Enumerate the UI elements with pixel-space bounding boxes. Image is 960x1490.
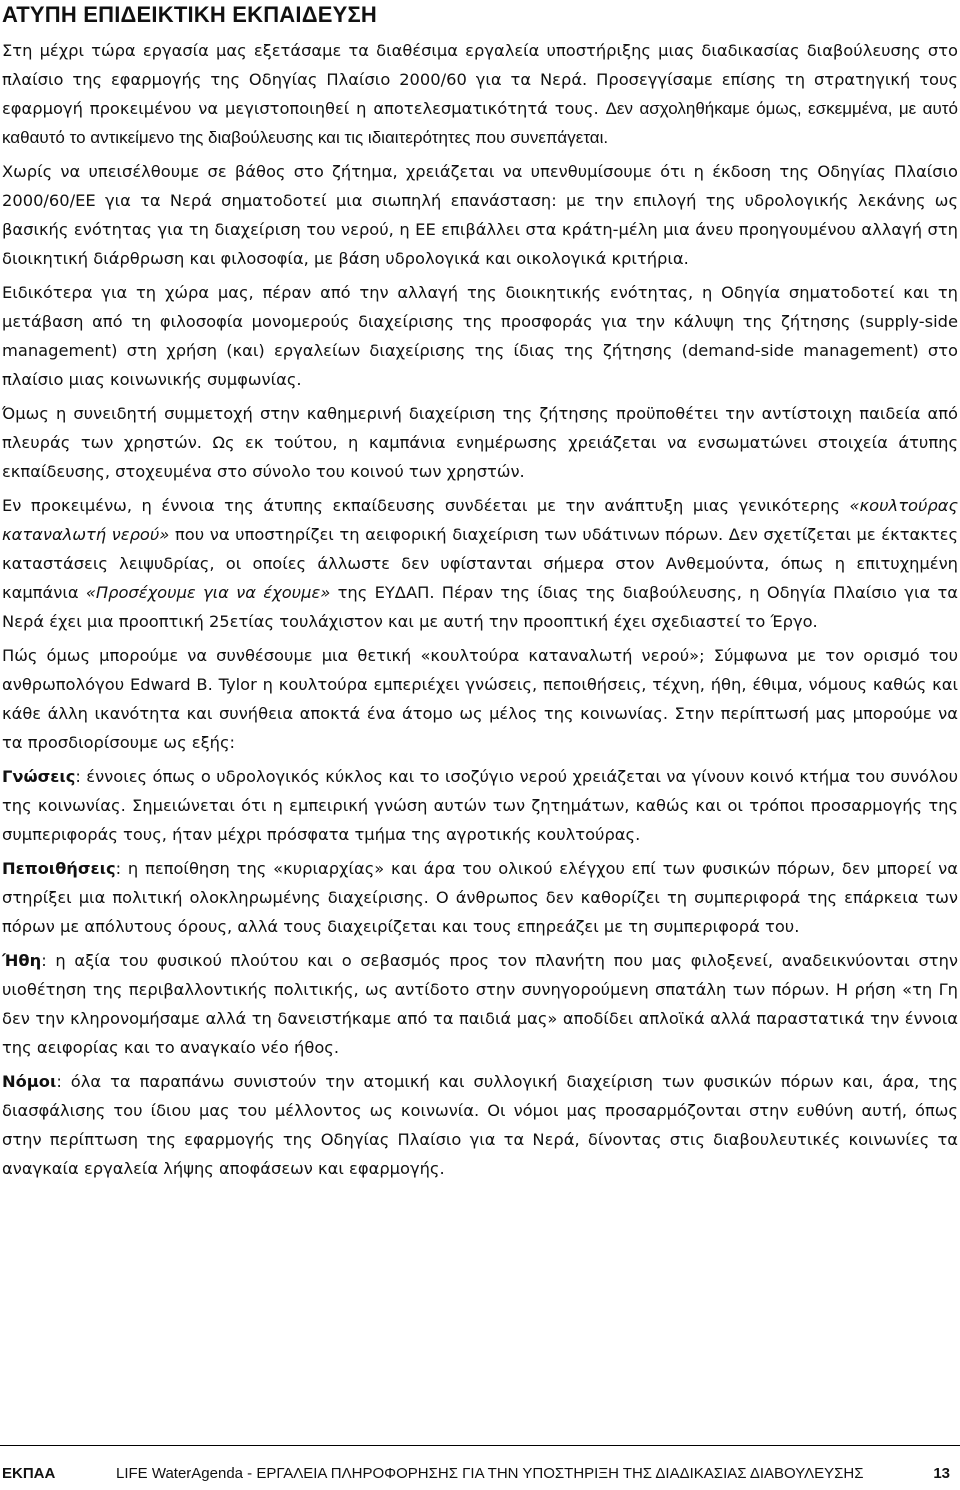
term-morals: Ήθη [2, 951, 42, 970]
footer-project-title: LIFE WaterAgenda - ΕΡΓΑΛΕΙΑ ΠΛΗΡΟΦΟΡΗΣΗΣ ΓΙΑ ΤΗΝ ΥΠΟΣΤΗΡΙΞΗ ΤΗΣ ΔΙΑΔΙΚΑΣΙΑΣ ΔΙΑΒΟΥΛΕΥΣΗΣ [116, 1465, 864, 1482]
paragraph-informal-education-a: Εν προκειμένω, η έννοια της άτυπης εκπαίδευσης συνδέεται με την ανάπτυξη μιας γενικότερης [2, 496, 850, 515]
term-laws-text: : όλα τα παραπάνω συνιστούν την ατομική και συλλογική διαχείριση των φυσικών πόρων και, άρα, της διασφάλισης του ίδιου μας του μέλλοντος ως κοινωνία. Οι νόμοι μας προσαρμόζονται στην ευθύνη αυτή, όπως στην περίπτωση της εφαρμογής της Οδηγίας Πλαίσιο για τα Νερά, δίνοντας στις διαβουλευτικές κοινωνίες τα αναγκαία εργαλεία λήψης αποφάσεων και εφαρμογής. [2, 1072, 958, 1178]
paragraph-intro-note: Δεν ασχοληθήκαμε όμως, εσκεμμένα, με αυτό καθαυτό το αντικείμενο της διαβούλευσης και τις ιδιαιτερότητες που συνεπάγεται. [2, 99, 958, 147]
paragraph-beliefs [2, 854, 958, 941]
paragraph-informal-education-b: που να υποστηρίζει τη αειφορική διαχείριση των υδάτινων πόρων. Δεν σχετίζεται με έκτακτες καταστάσεις λειψυδρίας, οι οποίες άλλωστε δεν υφίστανται σήμερα στον Ανθεμούντα, όπως η επιτυχημένη καμπάνια [2, 525, 958, 602]
paragraph-culture-definition: Πώς όμως μπορούμε να συνθέσουμε μια θετική «κουλτούρα καταναλωτή νερού»; Σύμφωνα με τον ορισμό του ανθρωπολόγου Edward B. Tylor η κουλτούρα εμπεριέχει γνώσεις, πεποιθήσεις, τέχνη, ήθη, έθιμα, νόμους καθώς και κάθε άλλη ικανότητα και συνήθεια αποκτά ένα άτομο ως μέλος της κοινωνίας. Στην περίπτωσή μας μπορούμε να τα προσδιορίσουμε ως εξής: [2, 646, 958, 752]
term-laws: Νόμοι [2, 1072, 57, 1091]
paragraph-informal-education-c: της ΕΥΔΑΠ. Πέραν της ίδιας της διαβούλευσης, η Οδηγία Πλαίσιο για τα Νερά έχει μια προοπτική 25ετίας τουλάχιστον και με αυτή την προοπτική έχει σχεδιαστεί το Έργο. [2, 583, 959, 631]
quote-water-consumer-culture: «κουλτούρας καταναλωτή νερού» [2, 496, 958, 544]
page-number: 13 [933, 1465, 950, 1482]
paragraph-intro [2, 36, 958, 152]
paragraph-directive: Χωρίς να υπεισέλθουμε σε βάθος στο ζήτημα, χρειάζεται να υπενθυμίσουμε ότι η έκδοση της Οδηγίας Πλαίσιο 2000/60/ΕΕ για τα Νερά σηματοδοτεί μια σιωπηλή επανάσταση: με την επιλογή της υδρολογικής λεκάνης ως βασικής ενότητας για τη διαχείριση του νερού, η ΕΕ επιβάλλει στα κράτη-μέλη μια άνευ προηγουμένου αλλαγή στη διοικητική διάρθρωση και φιλοσοφία, με βάση υδρολογικά και οικολογικά κριτήρια. [2, 162, 958, 268]
term-beliefs: Πεποιθήσεις [2, 859, 116, 878]
term-beliefs-text: : η πεποίθηση της «κυριαρχίας» και άρα του ολικού ελέγχου επί των φυσικών πόρων, δεν μπορεί να στηρίξει μια πολιτική ολοκληρωμένης διαχείρισης. Ο άνθρωπος δεν καθορίζει τη συμπεριφορά της επάρκεια των πόρων με απόλυτους όρους, αλλά τους διαχειρίζεται και τους επηρεάζει με τη συμπεριφορά του. [2, 859, 958, 936]
paragraph-informal-education [2, 491, 958, 636]
page-footer [2, 1465, 950, 1482]
document-body [2, 36, 958, 1188]
page-title: ΑΤΥΠΗ ΕΠΙΔΕΙΚΤΙΚΗ ΕΚΠΑΙΔΕΥΣΗ [2, 2, 377, 27]
paragraph-participation: Όμως η συνειδητή συμμετοχή στην καθημερινή διαχείριση της ζήτησης προϋποθέτει την αντίστοιχη παιδεία από πλευράς των χρηστών. Ως εκ τούτου, η καμπάνια ενημέρωσης χρειάζεται να ενσωματώνει στοιχεία άτυπης εκπαίδευσης, στοχευμένα στο σύνολο του κοινού των χρηστών. [2, 404, 958, 481]
paragraph-laws [2, 1067, 958, 1183]
paragraph-intro-text: Στη μέχρι τώρα εργασία μας εξετάσαμε τα διαθέσιμα εργαλεία υποστήριξης μιας διαδικασίας διαβούλευσης στο πλαίσιο της εφαρμογής της Οδηγίας Πλαίσιο 2000/60 για τα Νερά. Προσεγγίσαμε επίσης τη στρατηγική τους εφαρμογή προκειμένου να μεγιστοποιηθεί η αποτελεσματικότητά τους. [2, 41, 958, 118]
paragraph-morals [2, 946, 958, 1062]
term-knowledge: Γνώσεις [2, 767, 76, 786]
term-knowledge-text: : έννοιες όπως ο υδρολογικός κύκλος και το ισοζύγιο νερού χρειάζεται να γίνουν κοινό κτήμα του συνόλου της κοινωνίας. Σημειώνεται ότι η εμπειρική γνώση αυτών των ζητημάτων, καθώς και οι τρόποι προσαρμογής της συμπεριφοράς τους, ήταν μέχρι πρόσφατα τμήμα της αγροτικής κουλτούρας. [2, 767, 958, 844]
footer-divider [0, 1445, 960, 1446]
paragraph-knowledge [2, 762, 958, 849]
term-morals-text: : η αξία του φυσικού πλούτου και ο σεβασμός προς τον πλανήτη που μας φιλοξενεί, αναδεικνύονται στην υιοθέτηση της περιβαλλοντικής πολιτικής, ως αντίδοτο στην συνηγορούμενη σπατάλη των πόρων. Η ρήση «τη Γη δεν την κληρονομήσαμε αλλά τη δανειστήκαμε από τα παιδιά μας» αποδίδει απλοϊκά αλλά παραστατικά την έννοια της αειφορίας και το αναγκαίο νέο ήθος. [2, 951, 958, 1057]
quote-campaign-slogan: «Προσέχουμε για να έχουμε» [85, 583, 331, 602]
footer-organization: ΕΚΠΑΑ [2, 1465, 56, 1482]
paragraph-demand-management: Ειδικότερα για τη χώρα μας, πέραν από την αλλαγή της διοικητικής ενότητας, η Οδηγία σηματοδοτεί και τη μετάβαση από τη φιλοσοφία μονομερούς διαχείρισης της προσφοράς για την κάλυψη της ζήτησης (supply-side management) στη χρήση (και) εργαλείων διαχείρισης της ίδιας της ζήτησης (demand-side management) στο πλαίσιο μιας κοινωνικής συμφωνίας. [2, 283, 958, 389]
